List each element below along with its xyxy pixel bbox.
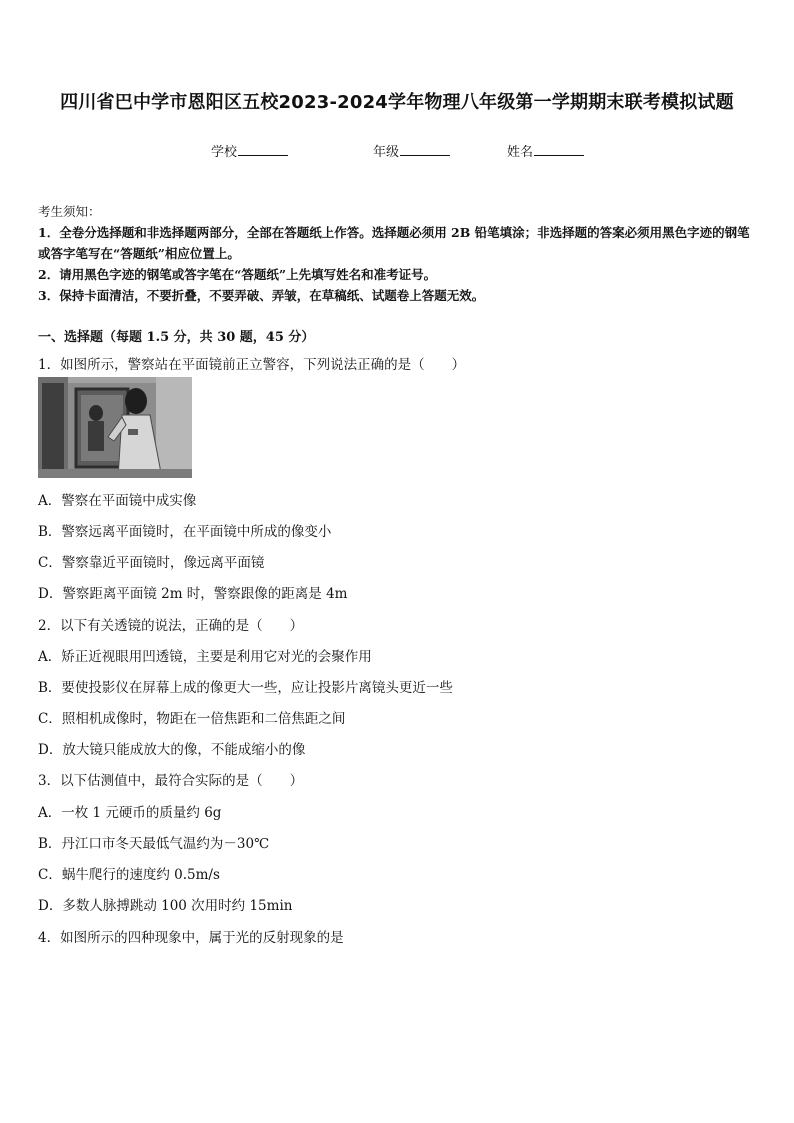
notice-heading: 考生须知： xyxy=(38,204,101,219)
notice-item: 1．全卷分选择题和非选择题两部分，全部在答题纸上作答。选择题必须用 2B 铅笔填涂；非选择题的答案必须用黑色字迹的钢笔或答字笔写在“答题纸”相应位置上。 xyxy=(38,225,750,261)
question-stem: 1．如图所示，警察站在平面镜前正立警容，下列说法正确的是（ ） xyxy=(38,357,466,373)
option: A．矫正近视眼用凹透镜，主要是利用它对光的会聚作用 xyxy=(38,649,372,665)
name-blank[interactable] xyxy=(534,143,584,156)
option: D．多数人脉搏跳动 100 次用时约 15min xyxy=(38,898,293,914)
option: A．警察在平面镜中成实像 xyxy=(38,493,197,509)
option: C．蜗牛爬行的速度约 0.5m/s xyxy=(38,867,220,883)
school-field xyxy=(211,141,288,160)
police-mirror-illustration xyxy=(38,377,192,478)
name-label: 姓名 xyxy=(507,145,534,160)
option: B．要使投影仪在屏幕上成的像更大一些，应让投影片离镜头更近一些 xyxy=(38,680,453,696)
exam-notice xyxy=(38,201,760,306)
question-stem: 3．以下估测值中，最符合实际的是（ ） xyxy=(38,773,304,789)
school-label: 学校 xyxy=(211,145,238,160)
police-mirror-photo xyxy=(38,377,192,478)
option: C．照相机成像时，物距在一倍焦距和二倍焦距之间 xyxy=(38,711,346,727)
option: B．警察远离平面镜时，在平面镜中所成的像变小 xyxy=(38,524,332,540)
name-field xyxy=(507,141,584,160)
grade-blank[interactable] xyxy=(400,143,450,156)
exam-title: 四川省巴中学市恩阳区五校2023-2024学年物理八年级第一学期期末联考模拟试题 xyxy=(60,92,734,113)
section-title: 一、选择题（每题 1.5 分，共 30 题，45 分） xyxy=(38,330,315,345)
grade-label: 年级 xyxy=(373,145,400,160)
notice-item: 2．请用黑色字迹的钢笔或答字笔在“答题纸”上先填写姓名和准考证号。 xyxy=(38,267,437,282)
option: D．警察距离平面镜 2m 时，警察跟像的距离是 4m xyxy=(38,586,348,602)
school-blank[interactable] xyxy=(238,143,288,156)
option: B．丹江口市冬天最低气温约为－30℃ xyxy=(38,836,270,852)
question-stem: 2．以下有关透镜的说法，正确的是（ ） xyxy=(38,618,304,634)
option: C．警察靠近平面镜时，像远离平面镜 xyxy=(38,555,265,571)
option: D．放大镜只能成放大的像，不能成缩小的像 xyxy=(38,742,306,758)
question-stem: 4．如图所示的四种现象中，属于光的反射现象的是 xyxy=(38,930,344,946)
notice-item: 3．保持卡面清洁，不要折叠，不要弄破、弄皱，在草稿纸、试题卷上答题无效。 xyxy=(38,288,485,303)
grade-field xyxy=(373,141,450,160)
option: A．一枚 1 元硬币的质量约 6g xyxy=(38,805,222,821)
